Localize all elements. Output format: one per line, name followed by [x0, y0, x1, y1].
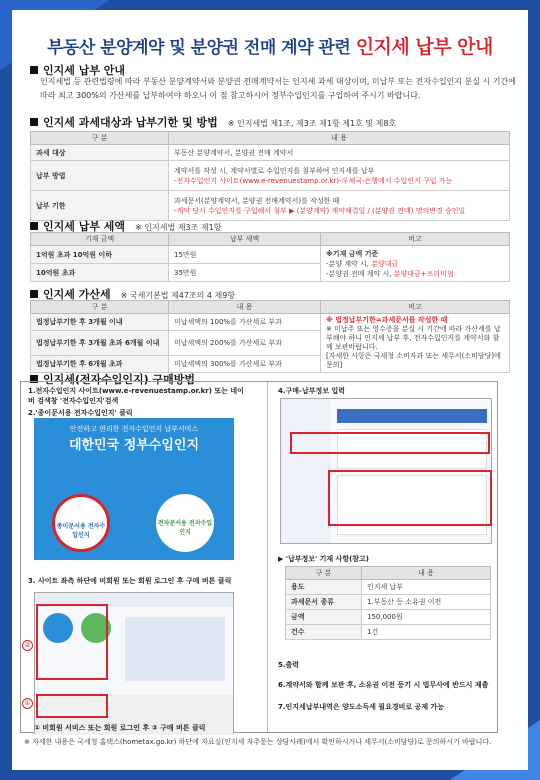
square-bullet-icon — [30, 222, 38, 230]
table-cell: 미납세액의 100%를 가산세로 부과 — [169, 314, 321, 331]
table-cell — [169, 161, 510, 191]
step-4-text: 4.구매-납부정보 입력 — [278, 387, 345, 395]
screenshot-sidebar — [281, 399, 331, 543]
table-cell: 150,000원 — [362, 610, 491, 625]
section-1-title: 인지세 납부 안내 — [43, 64, 126, 77]
section-4-note: ※ 국세기본법 제47조의 4 제9항 — [120, 291, 236, 300]
paper-stamp-label: 종이문서용 전자수입인지 — [56, 523, 106, 539]
table-header: 내 용 — [362, 567, 491, 580]
payment-info-table — [285, 566, 491, 640]
table-header: 비고 — [321, 301, 510, 314]
table-cell: 미납세액의 300%를 가산세로 부과 — [169, 355, 321, 372]
tax-amount-table — [30, 232, 510, 282]
marker-2: ② — [22, 640, 33, 651]
table-cell: 인지세 납부 — [362, 580, 491, 595]
table-cell: 과세문서 종류 — [286, 595, 362, 610]
step-5-text: 5.출력 — [278, 661, 300, 669]
table-cell: 금액 — [286, 610, 362, 625]
table-header: 납부 세액 — [169, 233, 321, 246]
remark-text: -분양 계약 시, — [326, 259, 372, 268]
remark-cell — [321, 246, 510, 282]
table-header: 비고 — [321, 233, 510, 246]
table-header: 구 분 — [31, 301, 169, 314]
remark-line: ※ 미납주 또는 영수증을 분실 시 기간에 따라 가산세를 납부해야 하니 인지세 납부 후, 전자수입인지를 계약서와 함께 보관바랍니다. — [326, 325, 501, 351]
table-cell: 납부 기한 — [31, 191, 169, 221]
section-4-title: 인지세 가산세 — [43, 288, 111, 301]
highlight-box-2 — [36, 604, 108, 680]
remark-line — [326, 269, 504, 279]
table-cell: 1.부동산 등 소유권 이전 — [362, 595, 491, 610]
step-6-text: 6.계약서와 함께 보관 후, 소유권 이전 등기 시 법무사에 반드시 제출 — [278, 681, 489, 689]
cell-line: 과세문서(분양계약서, 분양권 전매계약서)를 작성한 때 — [174, 196, 340, 205]
table-cell: 건수 — [286, 625, 362, 640]
title-main: 부동산 분양계약 및 분양권 전매 계약 관련 — [47, 38, 356, 58]
highlight-box-1 — [36, 694, 108, 718]
table-header: 구 분 — [31, 132, 169, 145]
footer-note: ※ 자세한 내용은 국세청 홈택스(hometax.go.kr) 하단에 자료실(인지세 자주묻는 상담사례)에서 확인하시거나 세무서(소비담당)로 문의하시기 바랍니다. — [24, 738, 492, 746]
step-3-caption: ① 비회원 서비스 또는 회원 로그인 후 ② 구매 버튼 클릭 — [34, 724, 206, 732]
section-2-note: ※ 인지세법 제1조, 제3조 제1항 제1호 및 제8호 — [227, 119, 397, 128]
section-3-note: ※ 인지세법 제3조 제1항 — [135, 223, 222, 232]
step-1-text: 1.전자수입인지 사이트(www.e-revenuestamp.or.kr) 또는 네이버 검색창 '전자수입인지'검색 — [28, 387, 244, 405]
table-cell: 법정납부기한 후 3개월 이내 — [31, 314, 169, 331]
step-2-text: 2.'종이문서용 전자수입인지' 클릭 — [28, 409, 133, 417]
table-cell: 부동산 분양계약서, 분양권 전매 계약서 — [169, 145, 510, 161]
table-header: 내 용 — [169, 132, 510, 145]
table-cell: 15만원 — [169, 246, 321, 264]
screenshot-panel — [125, 617, 225, 681]
digital-stamp-button[interactable] — [156, 494, 214, 552]
remark-line-red: ※ 법정납부기한=과세문서를 작성한 때 — [326, 316, 448, 324]
title-highlight: 인지세 납부 안내 — [355, 36, 493, 58]
table-cell: 미납세액의 200%를 가산세로 부과 — [169, 331, 321, 355]
table-header: 기재 금액 — [31, 233, 169, 246]
table-cell: 법정납부기한 후 6개월 초과 — [31, 355, 169, 372]
table-cell: 과세 대상 — [31, 145, 169, 161]
square-bullet-icon — [30, 66, 38, 74]
section-1-body: 인지세법 등 관련법령에 따라 부동산 분양계약서와 분양권 전매계약서는 인지세 과세 대상이며, 미납부 또는 전자수입인지 분실 시 기간에 따라 최고 300%의 가산세를 납부하여야 하오니 이 점 참고하시어 정부수입인지를 구입하여 주시기 바랍니다. — [40, 77, 516, 100]
remark-line: [자세한 사항은 국세청 소비자과 또는 세무서(소비담당)에 문의] — [326, 352, 501, 369]
tax-target-table — [30, 131, 510, 221]
paper-stamp-button[interactable] — [52, 494, 110, 552]
cell-line-red: -계약 당시 수입인지를 구입해서 첨부 ▶ (분양계약) 계약체결일 / (분양권 전매) 명의변경 승인일 — [174, 206, 466, 215]
section-5-title: 인지세(전자수입인지) 구매방법 — [43, 373, 196, 386]
page-title — [12, 32, 528, 59]
remark-red: 분양대금+프리미엄 — [393, 269, 454, 278]
step-7-text: 7.인지세납부내역은 양도소득세 필요경비로 공제 가능 — [278, 703, 445, 711]
table-cell: 35만원 — [169, 264, 321, 282]
highlight-box-form — [328, 470, 492, 526]
table-cell — [169, 191, 510, 221]
highlight-box-notice — [290, 432, 490, 454]
square-bullet-icon — [30, 290, 38, 298]
banner-title: 대한민국 정부수입인지 — [68, 438, 200, 453]
column-divider — [267, 382, 268, 732]
marker-1: ① — [22, 698, 33, 709]
penalty-table — [30, 300, 510, 373]
table-cell: 납부 방법 — [31, 161, 169, 191]
stamp-site-banner — [34, 418, 234, 560]
table-header: 내 용 — [169, 301, 321, 314]
square-bullet-icon — [30, 118, 38, 126]
remark-text: -분양권 전매 계약 시, — [326, 269, 394, 278]
table-cell: 용도 — [286, 580, 362, 595]
section-heading-2 — [30, 114, 396, 130]
table-cell: 1건 — [362, 625, 491, 640]
cell-line-red: -전자수입인지 사이트(www.e-revenuestamp.or.kr)-우체국-은행에서 수입인지 구입 가능 — [174, 176, 453, 185]
section-2-title: 인지세 과세대상과 납부기한 및 방법 — [43, 116, 218, 129]
remark-line: ※기재 금액 기준 — [326, 249, 379, 258]
section-3-title: 인지세 납부 세액 — [43, 220, 126, 233]
screenshot-tabs — [337, 409, 487, 423]
table-cell: 10억원 초과 — [31, 264, 169, 282]
table-header: 구 분 — [286, 567, 362, 580]
banner-subtitle: 안전하고 편리한 전자수입인지 납부서비스 — [69, 425, 199, 433]
digital-stamp-label: 전자문서용 전자수입인지 — [157, 520, 213, 536]
remark-red: 분양대금 — [371, 259, 399, 268]
remark-cell — [321, 314, 510, 373]
table-cell: 1억원 초과 10억원 이하 — [31, 246, 169, 264]
table-cell: 법정납부기한 후 3개월 초과 6개월 이내 — [31, 331, 169, 355]
remark-line — [326, 259, 504, 269]
step-3-text: 3. 사이트 좌측 하단에 비회원 또는 회원 로그인 후 구매 버튼 클릭 — [28, 577, 232, 585]
cell-line: 계약서를 작성 시, 계약서별로 수입인지를 첨부하여 인지세를 납부 — [174, 166, 375, 175]
step-4-tag: ▶ '납부정보' 기재 사항(참고) — [278, 555, 369, 563]
